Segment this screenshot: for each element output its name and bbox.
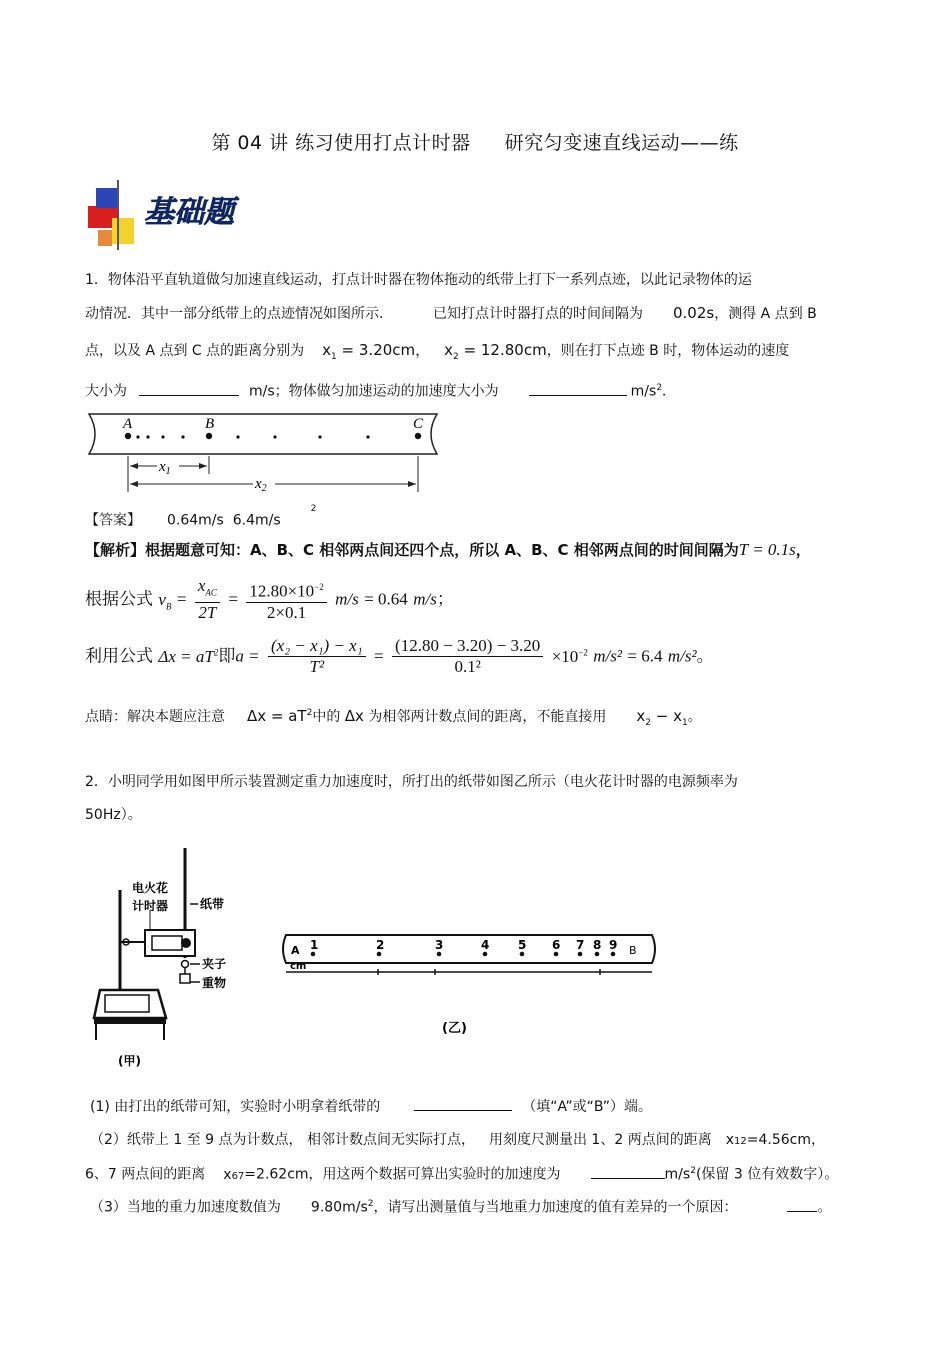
q1-line4c: m/s [630,383,657,400]
tip-d: Δx [344,707,364,725]
analysis-T: T = 0.1s [738,540,796,559]
fig-jia [90,840,265,1075]
q2-s3-sup: 2 [690,1166,696,1176]
q2-s4d: 。 [817,1199,832,1216]
analysis-end: ， [795,541,811,559]
fig-x1-label: $x_1$ [159,459,171,477]
q2-s2a: （2）纸带上 1 至 9 点为计数点， 相邻计数点间无实际打点， [90,1132,475,1148]
q2-s3e: (保留 3 位有效数字）。 [695,1166,839,1183]
tape-svg [85,408,445,496]
formula-a: 利用公式 $\Delta x = aT^2$即a = $\frac{\text{(x₂ − x₁) − x₁}}{\text{T²}}$ = $\frac{(12.80 - 3.20) - 3.20}{\text{0.1²}}$ $\times 10^{-2}$ m/s² = 6.4 m/s²。 [85,636,714,676]
f1-eq: = [176,589,187,609]
tape-dot-B [206,433,212,439]
q2-s3c: =2.62cm，用这两个数据可算出实验时的加速度为 [244,1166,561,1183]
tape-dot-A [125,433,131,439]
tape-label-B: B [205,416,215,432]
banner-label: 基础题 [144,195,234,230]
q1-velocity-blank[interactable] [139,381,239,396]
svg-text:9: 9 [609,938,618,952]
svg-text:5: 5 [518,938,527,952]
q2-s1a: (1) 由打出的纸带可知，实验时小明拿着纸带的 [90,1099,381,1115]
f1-vB: $v_B$ [158,589,172,612]
f1-frac2: $\frac{12.80\times 10^{-2}}{2\times 0.1}$ [246,577,326,623]
svg-text:4: 4 [481,938,490,952]
q2-s3d: m/s [664,1166,691,1183]
q1-line3d: ，则在打下点迹 B 时，物体运动的速度 [546,343,790,359]
q1-x1: $x_1 = 3.20cm$， [322,341,431,362]
q2-s2b: 用刻度尺测量出 1、2 两点间的距离 [488,1132,712,1148]
q2-s4c: ，请写出测量值与当地重力加速度的值有差异的一个原因： [373,1199,738,1216]
q2-s4b: 9.80m/s [310,1199,368,1216]
f2-frac2: $\frac{(12.80 - 3.20) - 3.20}{\text{0.1²}}$ [392,636,543,677]
f2-unit2: m/s² [667,646,697,666]
tape-dot [236,435,239,438]
svg-text:7: 7 [576,938,585,952]
q1-interval: 0.02s [673,304,715,322]
q1-tip [85,703,702,733]
q1-line4 [85,378,676,402]
answer-label: 【答案】 [85,512,141,529]
tip-b: $\Delta x = aT^2$ [247,707,313,725]
label-clip: 夹子 [202,957,227,971]
page-title [0,128,950,155]
q2-line1: 2．小明同学用如图甲所示装置测定重力加速度时，所打出的纸带如图乙所示（电火花计时器的电源频率为 [85,774,738,790]
tape-outline [89,414,437,454]
q1-line4b: m/s；物体做匀加速运动的加速度大小为 [249,383,499,400]
tape-dot [318,435,321,438]
q2-s4a: （3）当地的重力加速度数值为 [90,1199,281,1216]
tape-dot [366,435,369,438]
q2-s3 [85,1161,838,1187]
label-tape: 纸带 [200,897,225,911]
tape2-point-labels [310,938,617,952]
q1-line4d: ． [662,383,677,400]
f1-unit1: m/s [335,589,359,609]
q1-line2a: 动情况．其中一部分纸带上的点迹情况如图所示． [85,306,393,322]
answer-velocity: 0.64m/s [167,512,224,529]
analysis-label: 【解析】 [85,541,146,559]
q1-line4-sup: 2 [656,383,663,393]
f2-prefix: 利用公式 [85,646,153,667]
q1-line3 [85,340,789,367]
tape2-cm: cm [290,961,307,972]
q1-accel-blank[interactable] [529,381,627,396]
q2-s4 [90,1194,831,1218]
f1-result: = 0.64 [364,589,408,609]
f2-ji: 即 [218,646,236,667]
tape2-A: A [291,944,300,957]
tape2-B: B [629,944,637,957]
tape-label-C: C [413,416,424,432]
tape-dot [161,435,164,438]
analysis-text: 根据题意可知：A、B、C 相邻两点间还四个点，所以 A、B、C 相邻两点间的时间间隔为 [145,541,739,559]
f2-dx: $\Delta x = aT^2$ [158,646,219,666]
q1-line2b: 已知打点计时器打点的时间间隔为 [433,306,643,322]
f1-end: ； [436,589,454,610]
q1-x2: $x_2 = 12.80cm$ [444,341,547,362]
f2-mul: $\times 10^{-2}$ [551,646,588,666]
q2-s2d: =4.56cm， [746,1132,825,1148]
answer-acceleration: 6.4m/s [232,512,281,529]
tape-dot [136,435,139,438]
q1-line4a: 大小为 [85,383,127,400]
f1-eq2: = [228,589,238,609]
q2-x67: x67 [223,1166,245,1183]
f2-a: a = [235,646,260,666]
f1-unit2: m/s [413,589,437,609]
q2-accel-blank[interactable] [591,1164,665,1179]
f2-result: = 6.4 [627,646,663,666]
svg-text:6: 6 [552,938,561,952]
q1-line2 [85,303,817,324]
tape-dot [181,435,184,438]
q2-end-blank[interactable] [414,1096,512,1111]
tip-c: 中的 [312,709,341,725]
formula-vb [85,576,454,623]
q2-x12: x12 [725,1132,747,1148]
banner-graphic [88,180,548,250]
q2-s4-sup: 2 [367,1199,374,1209]
tape2-dots [311,952,616,957]
q1-analysis [85,540,811,560]
title-part2: 研究匀变速直线运动——练 [504,132,739,154]
tape-dot [273,435,276,438]
svg-text:3: 3 [435,938,444,952]
q1-answer [85,504,317,531]
q2-s2 [90,1130,825,1152]
q2-s1b: （填“A”或“B”）端。 [522,1099,652,1115]
q2-s1 [90,1096,652,1117]
svg-text:1: 1 [310,938,319,952]
f2-unit1: m/s² [593,646,622,666]
q1-line3a: 点，以及 A 点到 C 点的距离分别为 [85,343,305,359]
tip-h: 。 [687,709,702,725]
title-part1: 第 04 讲 练习使用打点计时器 [211,132,471,154]
q1-line2d: ，测得 A 点到 B [714,306,817,322]
f1-prefix: 根据公式 [85,589,153,610]
caption-yi: (乙) [442,1021,467,1036]
q2-reason-blank[interactable] [787,1197,817,1212]
label-timer1: 电火花 [132,881,169,895]
tip-f: $x_2 - x_1$ [636,707,688,728]
tip-e: 为相邻两计数点间的距离，不能直接用 [368,709,607,725]
f1-frac1: $\frac{x_{AC}}{2T}$ [195,576,220,623]
f2-end: 。 [696,646,714,667]
svg-text:8: 8 [593,938,602,952]
fig-yi-svg [280,925,665,1040]
fig-x2-label: $x_2$ [255,476,267,494]
q1-tape-figure [85,408,445,496]
tape-dot-C [415,433,421,439]
answer-sup: 2 [310,504,317,514]
section-banner [88,180,548,250]
tip-a: 点睛：解决本题应注意 [85,709,225,725]
q2-s3a: 6、7 两点间的距离 [85,1166,206,1183]
svg-text:2: 2 [376,938,385,952]
fig-jia-svg [90,840,265,1075]
q1-line1: 1．物体沿平直轨道做匀加速直线运动，打点计时器在物体拖动的纸带上打下一系列点迹，以此记录物体的运 [85,272,752,288]
tape-dot [146,435,149,438]
fig-yi [280,925,665,1040]
caption-jia: (甲) [118,1054,141,1068]
q2-line2: 50Hz）。 [85,807,142,823]
f2-frac1: $\frac{\text{(x₂ − x₁) − x₁}}{\text{T²}}$ [268,636,366,677]
label-weight: 重物 [202,976,227,990]
tape-label-A: A [123,416,133,432]
label-timer2: 计时器 [132,899,169,913]
